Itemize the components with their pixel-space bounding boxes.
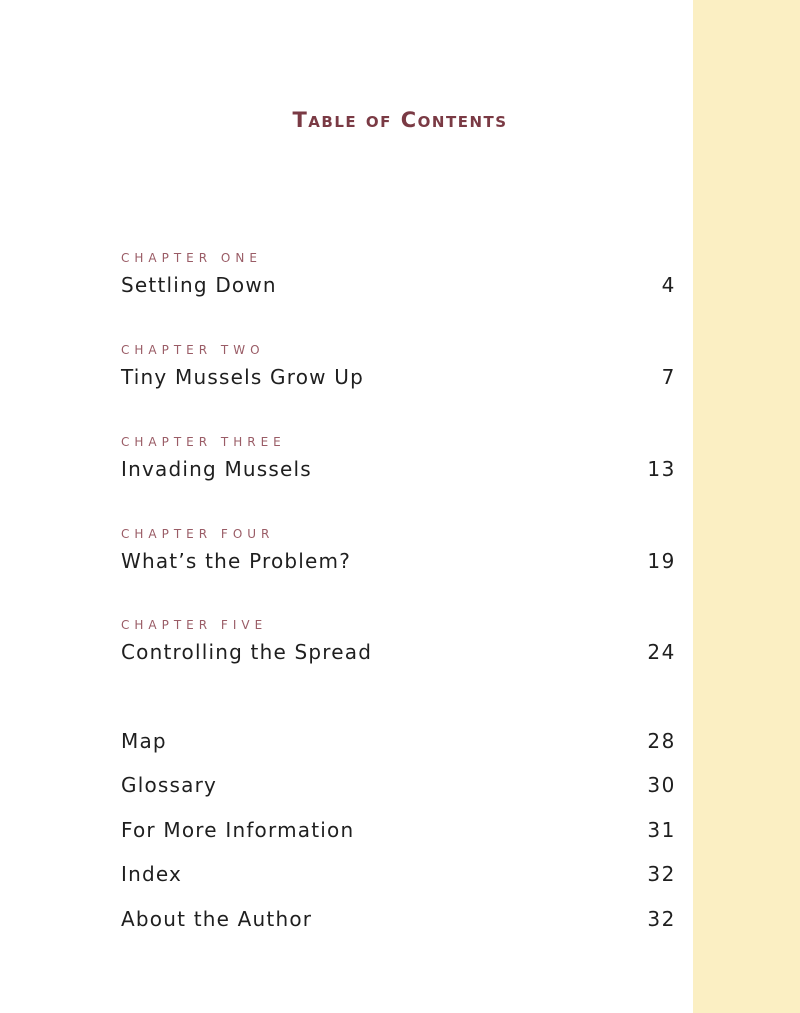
back-matter-page-number[interactable]: 31 bbox=[647, 818, 676, 842]
back-matter-title[interactable]: Index bbox=[121, 862, 183, 886]
chapter-title[interactable]: Invading Mussels bbox=[121, 457, 312, 481]
chapter-page-number[interactable]: 7 bbox=[661, 365, 676, 389]
chapter-page-number[interactable]: 19 bbox=[647, 549, 676, 573]
back-matter-title[interactable]: Glossary bbox=[121, 773, 218, 797]
back-matter-page-number[interactable]: 32 bbox=[647, 862, 676, 886]
chapter-page-number[interactable]: 13 bbox=[647, 457, 676, 481]
chapter-title[interactable]: Controlling the Spread bbox=[121, 640, 373, 664]
side-color-strip bbox=[693, 0, 800, 1013]
chapter-page-number[interactable]: 24 bbox=[647, 640, 676, 664]
back-matter-title[interactable]: Map bbox=[121, 729, 167, 753]
chapter-label: CHAPTER ONE bbox=[121, 251, 262, 265]
chapter-label: CHAPTER FOUR bbox=[121, 527, 275, 541]
back-matter-page-number[interactable]: 28 bbox=[647, 729, 676, 753]
back-matter-page-number[interactable]: 30 bbox=[647, 773, 676, 797]
chapter-label: CHAPTER THREE bbox=[121, 435, 286, 449]
chapter-title[interactable]: What’s the Problem? bbox=[121, 549, 352, 573]
chapter-page-number[interactable]: 4 bbox=[661, 273, 676, 297]
back-matter-title[interactable]: About the Author bbox=[121, 907, 313, 931]
back-matter-title[interactable]: For More Information bbox=[121, 818, 355, 842]
chapter-title[interactable]: Tiny Mussels Grow Up bbox=[121, 365, 365, 389]
chapter-label: CHAPTER FIVE bbox=[121, 618, 268, 632]
back-matter-page-number[interactable]: 32 bbox=[647, 907, 676, 931]
page-title: Table of Contents bbox=[292, 108, 508, 132]
chapter-label: CHAPTER TWO bbox=[121, 343, 265, 357]
chapter-title[interactable]: Settling Down bbox=[121, 273, 277, 297]
